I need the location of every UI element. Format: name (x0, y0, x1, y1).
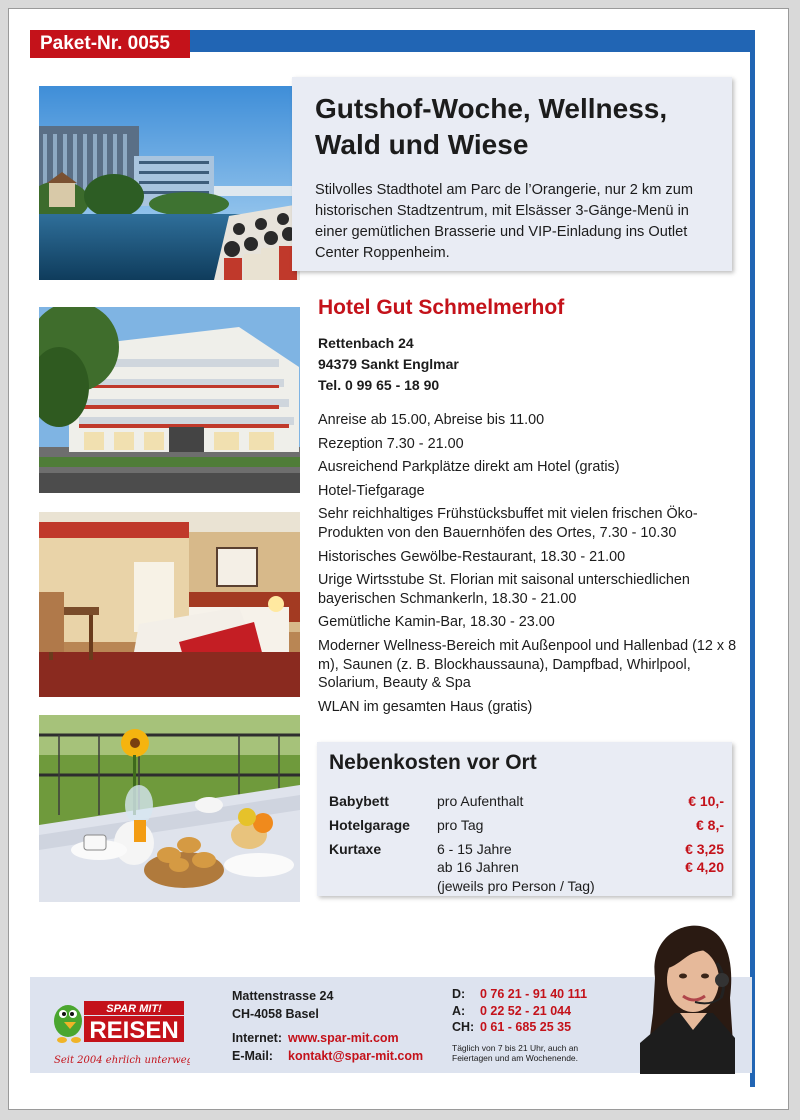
cost-unit: pro Tag (437, 817, 484, 833)
footer-contact (232, 1029, 423, 1065)
feature-item: Hotel-Tiefgarage (318, 482, 425, 499)
hotel-city: 94379 Sankt Englmar (318, 356, 459, 372)
breakfast-photo (39, 715, 300, 902)
footer-phones (452, 986, 587, 1036)
feature-item: Ausreichend Parkplätze direkt am Hotel (gratis) (318, 459, 620, 476)
phone-d-label: D: (452, 987, 466, 1001)
service-hours: Täglich von 7 bis 21 Uhr, auch an Feiertagen und am Wochenende. (452, 1043, 579, 1063)
cost-price: € 3,25 (685, 841, 724, 857)
cost-unit: ab 16 Jahren (437, 859, 519, 875)
email-link[interactable]: kontakt@spar-mit.com (288, 1049, 424, 1063)
phone-a-label: A: (452, 1003, 466, 1018)
cost-price: € 8,- (695, 817, 724, 833)
phone-ch[interactable]: 0 61 - 685 25 35 (480, 1020, 572, 1034)
hotel-phone: Tel. 0 99 65 - 18 90 (318, 377, 440, 393)
logo-top-text: SPAR MIT! (106, 1003, 162, 1015)
cost-unit: 6 - 15 Jahre (437, 841, 512, 857)
feature-item: Urige Wirtsstube St. Florian mit saisonal unterschiedlichen bayerischen Schmankerln, 18.30 - 21.00 (318, 572, 690, 607)
spar-mit-reisen-logo (50, 995, 190, 1069)
right-accent-bar (750, 30, 755, 1087)
footer-street: Mattenstrasse 24 (232, 989, 334, 1003)
internet-label: Internet: (232, 1031, 282, 1045)
hotel-facade-photo (39, 307, 300, 493)
cost-item: Kurtaxe (329, 841, 382, 857)
hotel-address (318, 333, 459, 396)
footer-address (232, 987, 333, 1023)
city-river-photo (39, 86, 300, 280)
phone-a[interactable]: 0 22 52 - 21 044 (480, 1003, 572, 1018)
cost-unit: pro Aufenthalt (437, 793, 524, 809)
title-line-1: Gutshof-Woche, Wellness, (315, 93, 668, 124)
feature-item: WLAN im gesamten Haus (gratis) (318, 698, 533, 715)
cost-unit: (jeweils pro Person / Tag) (437, 878, 595, 894)
service-agent-photo (625, 918, 750, 1074)
phone-ch-label: CH: (452, 1020, 475, 1034)
hotel-street: Rettenbach 24 (318, 335, 414, 351)
email-label: E-Mail: (232, 1049, 273, 1063)
cost-price: € 4,20 (685, 859, 724, 875)
feature-item: Gemütliche Kamin-Bar, 18.30 - 23.00 (318, 614, 555, 631)
hotel-features-list (318, 411, 738, 721)
hotel-room-photo (39, 512, 300, 697)
website-link[interactable]: www.spar-mit.com (288, 1031, 399, 1045)
logo-tagline: Seit 2004 ehrlich unterwegs. (54, 1055, 190, 1066)
extra-costs-title: Nebenkosten vor Ort (329, 751, 537, 774)
title-line-2: Wald und Wiese (315, 129, 529, 160)
hotel-name: Hotel Gut Schmelmerhof (318, 296, 565, 319)
extra-costs-box (317, 742, 732, 896)
feature-item: Anreise ab 15.00, Abreise bis 11.00 (318, 412, 545, 428)
logo-graphic (50, 995, 190, 1069)
offer-title (315, 91, 715, 163)
feature-item: Historisches Gewölbe-Restaurant, 18.30 - 21.00 (318, 548, 626, 565)
phone-d[interactable]: 0 76 21 - 91 40 111 (480, 987, 588, 1001)
cost-item: Babybett (329, 793, 389, 809)
intro-box (292, 77, 732, 271)
feature-item: Sehr reichhaltiges Frühstücksbuffet mit vielen frischen Öko-Produkten von den Bauernhöfen des Ortes, 7.30 - 10.30 (318, 506, 698, 541)
offer-description: Stilvolles Stadthotel am Parc de l’Orangerie, nur 2 km zum historischen Stadtzentrum, mit Elsässer 3-Gänge-Menü in einer gemütlichen Brasserie und VIP-Einladung ins Outlet Center Roppenheim. (315, 182, 693, 261)
footer-city: CH-4058 Basel (232, 1007, 319, 1021)
feature-item: Moderner Wellness-Bereich mit Außenpool und Hallenbad (12 x 8 m), Saunen (z. B. Blockhaussauna), Dampfbad, Whirlpool, Solarium, Beauty & Spa (318, 637, 737, 692)
cost-item: Hotelgarage (329, 817, 410, 833)
logo-main-text: REISEN (89, 1017, 179, 1044)
package-number-badge: Paket-Nr. 0055 (30, 30, 190, 58)
feature-item: Rezeption 7.30 - 21.00 (318, 435, 464, 452)
cost-price: € 10,- (688, 793, 724, 809)
